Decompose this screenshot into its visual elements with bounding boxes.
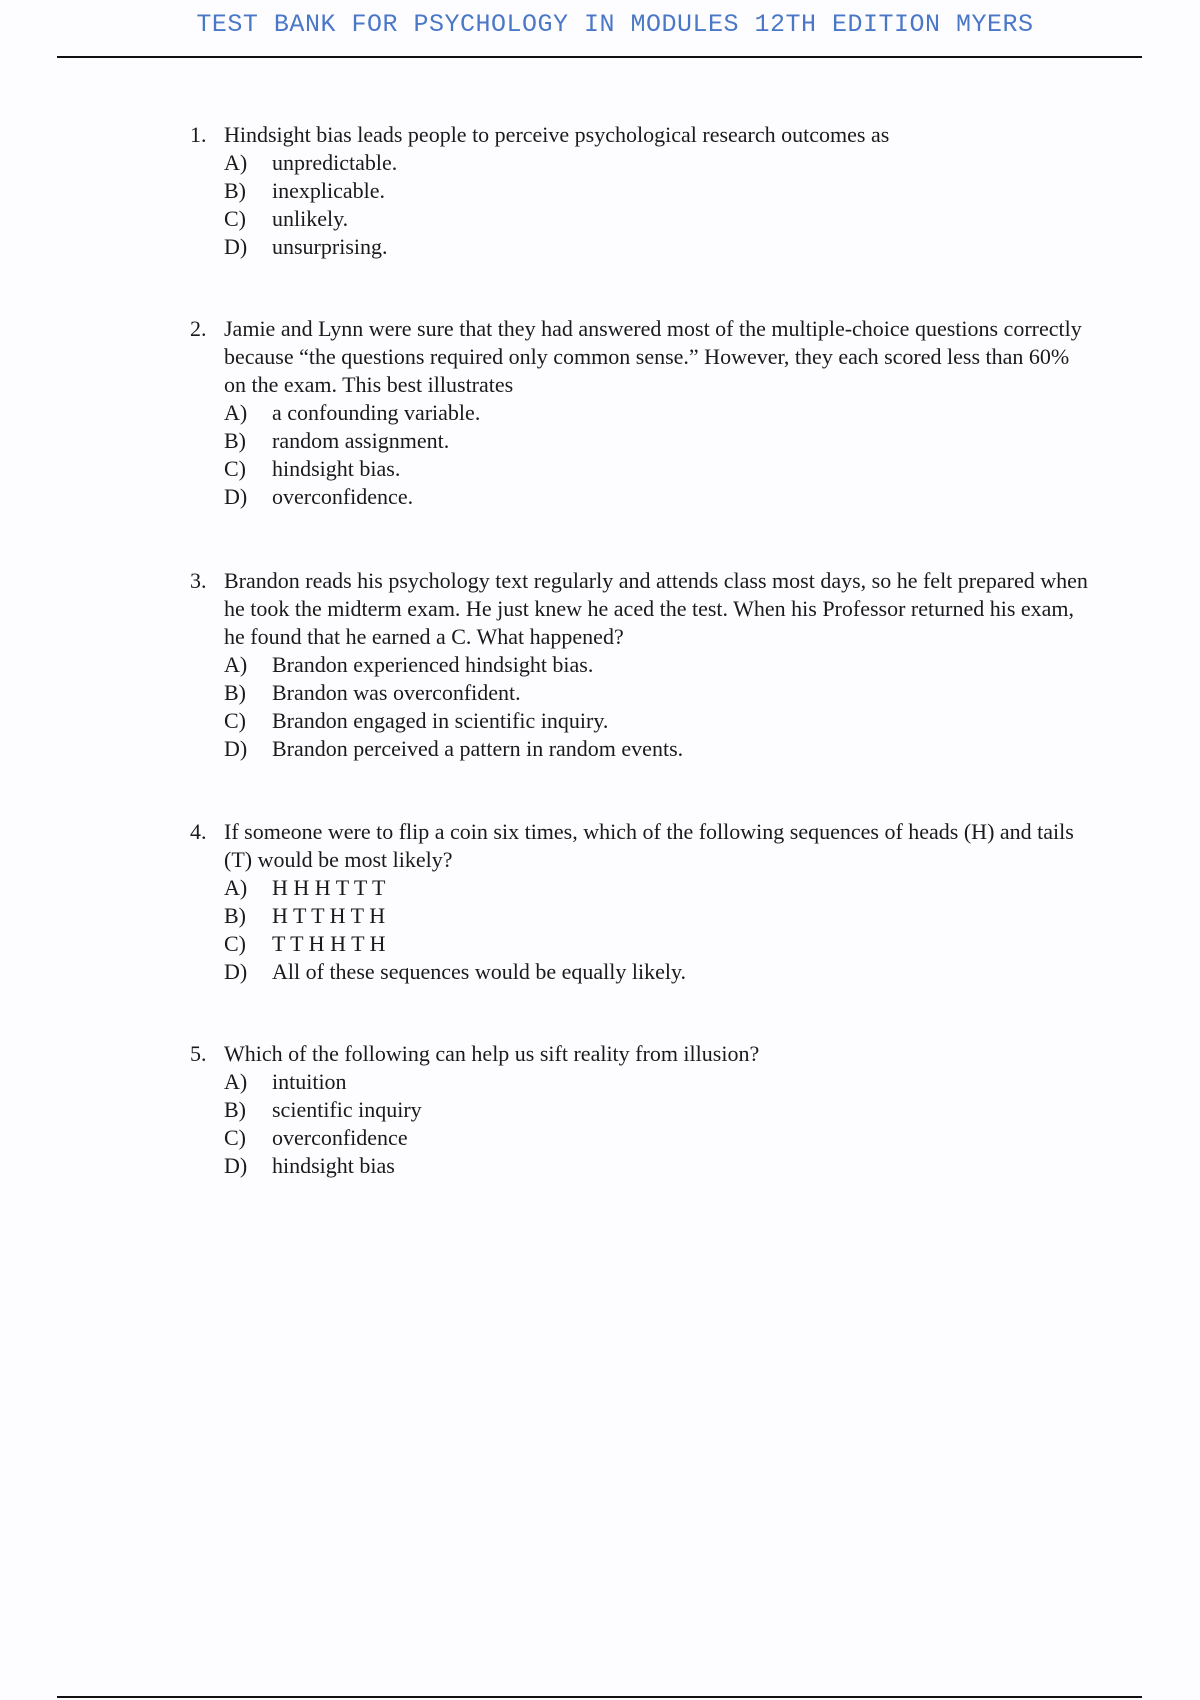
question-number: 4. — [190, 819, 207, 844]
answer-option — [190, 177, 1090, 205]
question-text: Brandon reads his psychology text regularly and attends class most days, so he felt prepared when he took the midterm exam. He just knew he aced the test. When his Professor returned his exam, he found that he earned a C. What happened? — [224, 568, 1088, 649]
option-letter: B) — [224, 178, 246, 203]
answer-option — [190, 233, 1090, 261]
question-5 — [190, 1040, 1090, 1180]
answer-option — [190, 1124, 1090, 1152]
question-text: Jamie and Lynn were sure that they had answered most of the multiple-choice questions correctly because “the questions required only common sense.” However, they each scored less than 60% on the exam. This best illustrates — [224, 316, 1082, 397]
option-letter: A) — [224, 400, 248, 425]
option-text: Brandon experienced hindsight bias. — [272, 652, 594, 677]
question-2 — [190, 315, 1090, 511]
answer-option — [190, 958, 1090, 986]
answer-options — [190, 149, 1090, 261]
answer-option — [190, 1096, 1090, 1124]
answer-option — [190, 707, 1090, 735]
answer-option — [190, 1152, 1090, 1180]
answer-option — [190, 735, 1090, 763]
footer-divider — [57, 1696, 1142, 1698]
question-number: 2. — [190, 316, 207, 341]
answer-option — [190, 483, 1090, 511]
answer-options — [190, 651, 1090, 763]
question-1 — [190, 121, 1090, 261]
option-text: a confounding variable. — [272, 400, 481, 425]
option-text: Brandon perceived a pattern in random events. — [272, 736, 684, 761]
answer-option — [190, 874, 1090, 902]
question-text: Which of the following can help us sift reality from illusion? — [224, 1041, 760, 1066]
option-text: scientific inquiry — [272, 1097, 422, 1122]
answer-option — [190, 205, 1090, 233]
option-text: unsurprising. — [272, 234, 388, 259]
option-text: overconfidence. — [272, 484, 414, 509]
question-text: Hindsight bias leads people to perceive psychological research outcomes as — [224, 122, 890, 147]
option-text: All of these sequences would be equally likely. — [272, 959, 687, 984]
answer-option — [190, 427, 1090, 455]
option-letter: C) — [224, 931, 246, 956]
question-number: 1. — [190, 122, 207, 147]
option-letter: B) — [224, 680, 246, 705]
answer-option — [190, 902, 1090, 930]
question-3 — [190, 567, 1090, 763]
question-number: 5. — [190, 1041, 207, 1066]
question-4 — [190, 818, 1090, 986]
answer-option — [190, 930, 1090, 958]
option-text: overconfidence — [272, 1125, 408, 1150]
answer-options — [190, 399, 1090, 511]
option-text: Brandon engaged in scientific inquiry. — [272, 708, 609, 733]
option-letter: A) — [224, 652, 248, 677]
answer-options — [190, 874, 1090, 986]
question-stem — [190, 1040, 1090, 1068]
question-stem — [190, 567, 1090, 651]
answer-options — [190, 1068, 1090, 1180]
option-letter: D) — [224, 484, 248, 509]
question-stem — [190, 315, 1090, 399]
option-text: inexplicable. — [272, 178, 386, 203]
option-letter: C) — [224, 456, 246, 481]
option-letter: D) — [224, 1153, 248, 1178]
answer-option — [190, 455, 1090, 483]
document-header-title: TEST BANK FOR PSYCHOLOGY IN MODULES 12TH EDITION MYERS — [196, 10, 1034, 39]
option-text: H T T H T H — [272, 903, 386, 928]
option-letter: A) — [224, 875, 248, 900]
question-stem — [190, 121, 1090, 149]
option-text: unlikely. — [272, 206, 349, 231]
option-letter: A) — [224, 150, 248, 175]
option-text: unpredictable. — [272, 150, 398, 175]
option-letter: C) — [224, 1125, 246, 1150]
option-text: random assignment. — [272, 428, 450, 453]
answer-option — [190, 679, 1090, 707]
option-letter: C) — [224, 708, 246, 733]
question-text: If someone were to flip a coin six times, which of the following sequences of heads (H) and tails (T) would be most likely? — [224, 819, 1074, 872]
option-letter: B) — [224, 903, 246, 928]
option-letter: B) — [224, 1097, 246, 1122]
option-text: intuition — [272, 1069, 347, 1094]
answer-option — [190, 651, 1090, 679]
option-text: hindsight bias. — [272, 456, 401, 481]
question-stem — [190, 818, 1090, 874]
option-text: hindsight bias — [272, 1153, 395, 1178]
answer-option — [190, 149, 1090, 177]
option-letter: C) — [224, 206, 246, 231]
option-letter: A) — [224, 1069, 248, 1094]
option-text: H H H T T T — [272, 875, 386, 900]
option-letter: D) — [224, 234, 248, 259]
option-letter: D) — [224, 736, 248, 761]
question-number: 3. — [190, 568, 207, 593]
option-text: T T H H T H — [272, 931, 386, 956]
option-letter: D) — [224, 959, 248, 984]
answer-option — [190, 399, 1090, 427]
option-letter: B) — [224, 428, 246, 453]
option-text: Brandon was overconfident. — [272, 680, 521, 705]
answer-option — [190, 1068, 1090, 1096]
